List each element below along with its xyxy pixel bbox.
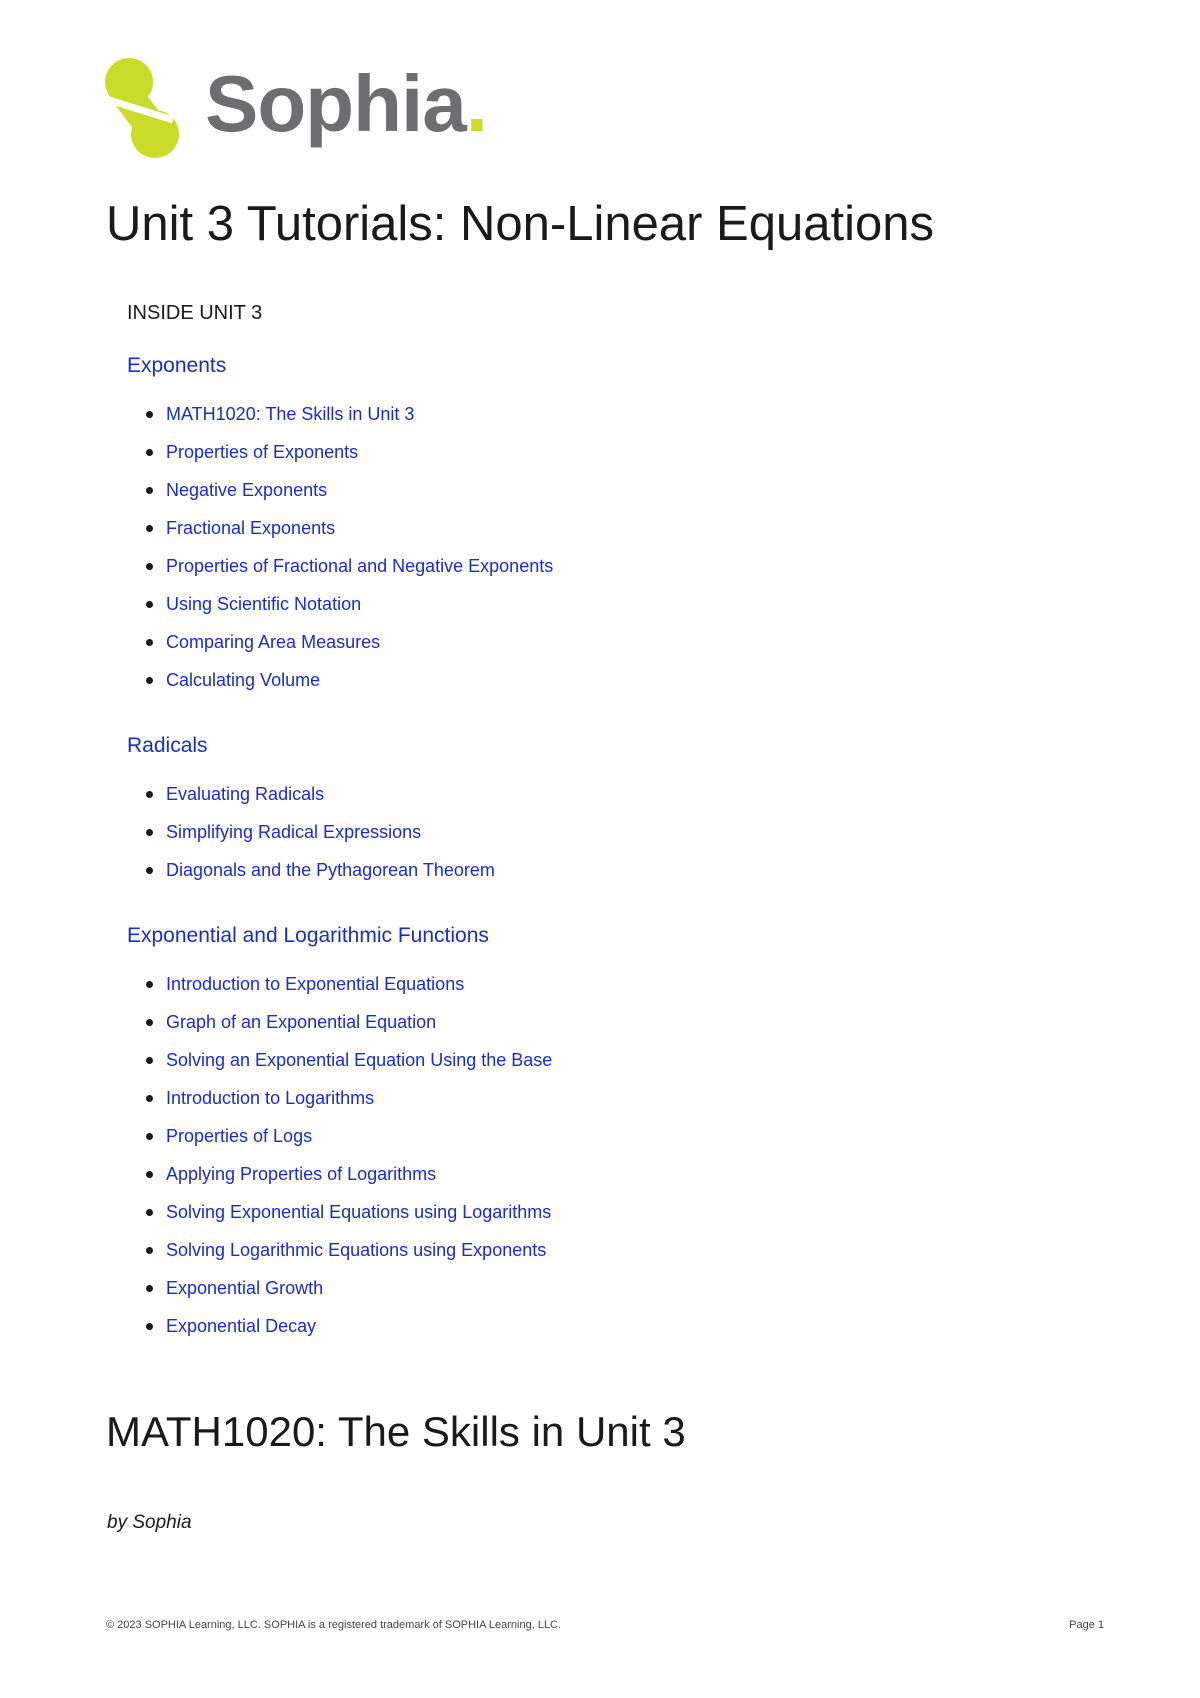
lesson-byline: by Sophia bbox=[107, 1512, 192, 1533]
toc-link-fractional-exponents[interactable]: Fractional Exponents bbox=[166, 518, 336, 538]
toc-list-item bbox=[127, 553, 1027, 591]
toc-list-item bbox=[127, 1237, 1027, 1275]
sophia-wordmark-dot: . bbox=[465, 58, 487, 148]
toc-list-item bbox=[127, 1199, 1027, 1237]
toc-link-calculating-volume[interactable]: Calculating Volume bbox=[166, 670, 321, 690]
toc-list-item bbox=[127, 439, 1027, 477]
toc-link-comparing-area[interactable]: Comparing Area Measures bbox=[166, 632, 381, 652]
toc-link-properties-of-exponents[interactable]: Properties of Exponents bbox=[166, 442, 359, 462]
toc-link-intro-logarithms[interactable]: Introduction to Logarithms bbox=[166, 1088, 375, 1108]
toc-link-properties-fractional-negative[interactable]: Properties of Fractional and Negative Exponents bbox=[166, 556, 554, 576]
toc-link-intro-exponential-equations[interactable]: Introduction to Exponential Equations bbox=[166, 974, 465, 994]
sophia-wordmark-text: Sophia bbox=[205, 58, 466, 148]
toc-list-item bbox=[127, 1047, 1027, 1085]
toc-list-item bbox=[127, 1009, 1027, 1047]
footer-copyright: © 2023 SOPHIA Learning, LLC. SOPHIA is a registered trademark of SOPHIA Learning, LLC. bbox=[106, 1619, 562, 1631]
toc-link-evaluating-radicals[interactable]: Evaluating Radicals bbox=[166, 784, 325, 804]
toc-link-negative-exponents[interactable]: Negative Exponents bbox=[166, 480, 328, 500]
toc-list-item bbox=[127, 857, 1027, 895]
sophia-logo-mark-icon bbox=[103, 56, 181, 160]
toc-list-item bbox=[127, 1313, 1027, 1351]
toc-list-exponents bbox=[127, 401, 1027, 705]
document-title: Unit 3 Tutorials: Non-Linear Equations bbox=[106, 197, 934, 251]
toc-list-item bbox=[127, 667, 1027, 705]
toc-link-diagonals-pythagorean[interactable]: Diagonals and the Pythagorean Theorem bbox=[166, 860, 495, 880]
toc-list-radicals bbox=[127, 781, 1027, 895]
toc-link-solving-exponential-logarithms[interactable]: Solving Exponential Equations using Logarithms bbox=[166, 1202, 552, 1222]
toc-link-applying-properties-logarithms[interactable]: Applying Properties of Logarithms bbox=[166, 1164, 437, 1184]
toc-list-item bbox=[127, 477, 1027, 515]
unit-table-of-contents bbox=[127, 300, 1027, 1379]
toc-list-item bbox=[127, 401, 1027, 439]
sophia-logo bbox=[103, 55, 487, 160]
toc-section-exponential-logarithmic[interactable]: Exponential and Logarithmic Functions bbox=[127, 924, 489, 947]
toc-list-item bbox=[127, 1275, 1027, 1313]
toc-link-scientific-notation[interactable]: Using Scientific Notation bbox=[166, 594, 362, 614]
lesson-title: MATH1020: The Skills in Unit 3 bbox=[106, 1408, 686, 1455]
toc-link-properties-of-logs[interactable]: Properties of Logs bbox=[166, 1126, 313, 1146]
toc-list-item bbox=[127, 629, 1027, 667]
toc-link-exponential-growth[interactable]: Exponential Growth bbox=[166, 1278, 324, 1298]
sophia-wordmark bbox=[205, 58, 487, 148]
toc-link-exponential-decay[interactable]: Exponential Decay bbox=[166, 1316, 317, 1336]
toc-list-item bbox=[127, 971, 1027, 1009]
toc-link-graph-exponential-equation[interactable]: Graph of an Exponential Equation bbox=[166, 1012, 437, 1032]
toc-list-item bbox=[127, 1161, 1027, 1199]
toc-link-solving-logarithmic-exponents[interactable]: Solving Logarithmic Equations using Exponents bbox=[166, 1240, 547, 1260]
toc-list-exponential-logarithmic bbox=[127, 971, 1027, 1351]
toc-list-item bbox=[127, 781, 1027, 819]
toc-list-item bbox=[127, 1085, 1027, 1123]
toc-link-simplifying-radicals[interactable]: Simplifying Radical Expressions bbox=[166, 822, 422, 842]
toc-list-item bbox=[127, 591, 1027, 629]
toc-section-radicals[interactable]: Radicals bbox=[127, 734, 208, 757]
footer-page-number: Page 1 bbox=[1069, 1619, 1104, 1631]
toc-list-item bbox=[127, 819, 1027, 857]
toc-eyebrow: INSIDE UNIT 3 bbox=[127, 302, 263, 324]
toc-link-math1020-skills[interactable]: MATH1020: The Skills in Unit 3 bbox=[166, 404, 415, 424]
toc-list-item bbox=[127, 515, 1027, 553]
toc-section-exponents[interactable]: Exponents bbox=[127, 354, 227, 377]
toc-link-solving-exponential-base[interactable]: Solving an Exponential Equation Using the Base bbox=[166, 1050, 553, 1070]
toc-list-item bbox=[127, 1123, 1027, 1161]
